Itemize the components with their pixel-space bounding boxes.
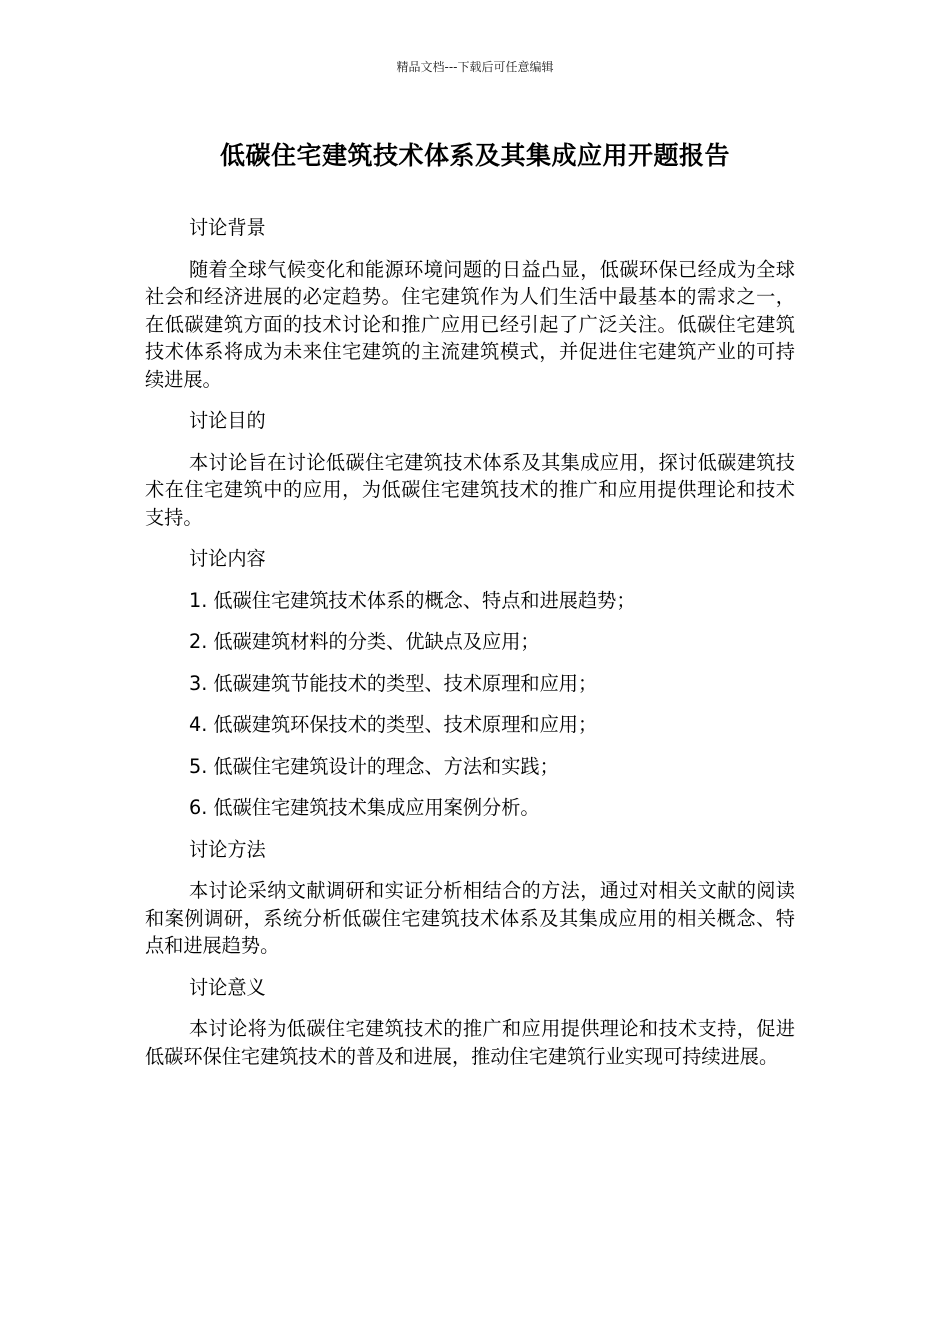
section-heading-method: 讨论方法: [189, 837, 266, 861]
section-text-purpose: 本讨论旨在讨论低碳住宅建筑技术体系及其集成应用，探讨低碳建筑技术在住宅建筑中的应用，为低碳住宅建筑技术的推广和应用提供理论和技术支持。: [145, 450, 795, 529]
document-title: 低碳住宅建筑技术体系及其集成应用开题报告: [219, 141, 730, 170]
list-item: 4. 低碳建筑环保技术的类型、技术原理和应用；: [189, 713, 598, 736]
page-header: 精品文档---下载后可任意编辑: [396, 60, 554, 74]
section-text-method: 本讨论采纳文献调研和实证分析相结合的方法，通过对相关文献的阅读和案例调研，系统分析低碳住宅建筑技术体系及其集成应用的相关概念、特点和进展趋势。: [145, 879, 795, 957]
section-heading-background: 讨论背景: [189, 216, 266, 239]
list-item: 5. 低碳住宅建筑设计的理念、方法和实践；: [189, 754, 559, 778]
section-text-background: 随着全球气候变化和能源环境问题的日益凸显，低碳环保已经成为全球社会和经济进展的必定趋势。住宅建筑作为人们生活中最基本的需求之一，在低碳建筑方面的技术讨论和推广应用已经引起了广泛关注。低碳住宅建筑技术体系将成为未来住宅建筑的主流建筑模式，并促进住宅建筑产业的可持续进展。: [145, 257, 795, 391]
list-item: 2. 低碳建筑材料的分类、优缺点及应用；: [189, 630, 540, 653]
section-text-significance: 本讨论将为低碳住宅建筑技术的推广和应用提供理论和技术支持，促进低碳环保住宅建筑技术的普及和进展，推动住宅建筑行业实现可持续进展。: [145, 1017, 795, 1068]
section-heading-purpose: 讨论目的: [189, 409, 266, 432]
document-body: [145, 214, 795, 1084]
list-item: 3. 低碳建筑节能技术的类型、技术原理和应用；: [189, 671, 598, 695]
list-item: 1. 低碳住宅建筑技术体系的概念、特点和进展趋势；: [189, 588, 636, 612]
section-heading-content: 讨论内容: [189, 547, 266, 570]
list-item: 6. 低碳住宅建筑技术集成应用案例分析。: [189, 796, 540, 819]
section-heading-significance: 讨论意义: [189, 975, 266, 999]
